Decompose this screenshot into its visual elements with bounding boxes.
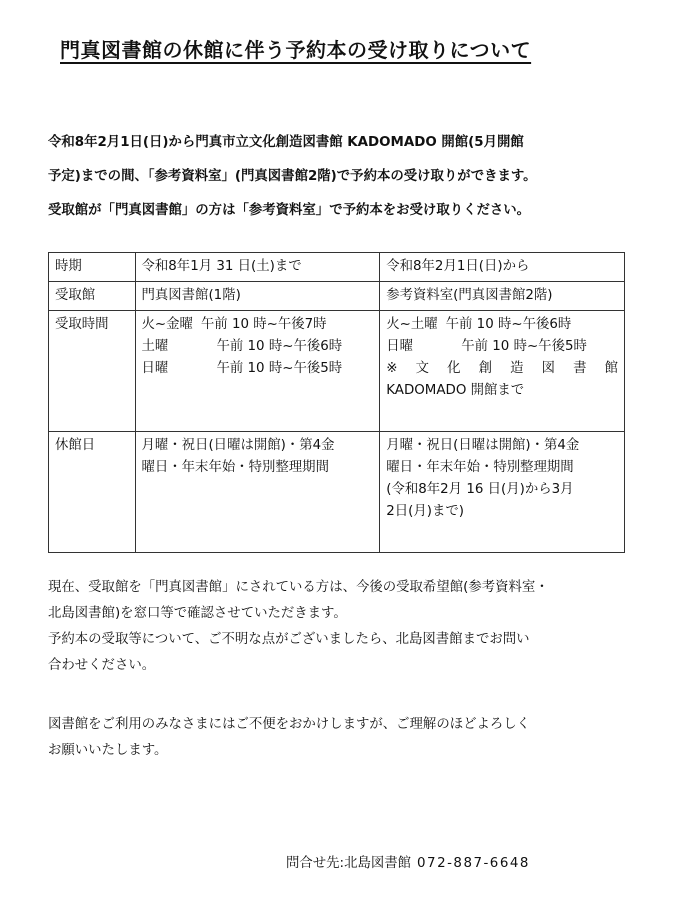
location-before: 門真図書館(1階) (135, 282, 380, 311)
notice-paragraph (48, 575, 648, 679)
hours-line (142, 314, 374, 336)
period-label: 時期 (49, 253, 136, 282)
table-row-period (49, 253, 625, 282)
closed-line: 曜日・年末年始・特別整理期間 (386, 460, 574, 475)
closed-before (135, 432, 380, 553)
table-row-closed (49, 432, 625, 553)
hours-day: 日曜 (141, 361, 169, 376)
closing-paragraph (48, 712, 648, 764)
notice-line: 予約本の受取等について、ご不明な点がございましたら、北島図書館までお問い (48, 632, 530, 647)
intro-line: 予定)までの間、「参考資料室」(門真図書館2階)で予約本の受け取りができます。 (48, 169, 537, 184)
hours-label: 受取時間 (49, 311, 136, 432)
hours-time: 午前 10 時~午後7時 (200, 317, 327, 332)
hours-time: 午前 10 時~午後6時 (445, 317, 572, 332)
contact-phone: 072-887-6648 (417, 856, 530, 871)
closed-line: (令和8年2月 16 日(月)から3月 (386, 482, 574, 497)
hours-line (142, 336, 374, 358)
hours-time: 午前 10 時~午後5時 (461, 339, 587, 354)
location-after: 参考資料室(門真図書館2階) (380, 282, 625, 311)
closed-line: 2日(月)まで) (386, 504, 464, 519)
hours-day: 火~金曜 (141, 317, 193, 332)
location-label: 受取館 (49, 282, 136, 311)
notice-line: 合わせください。 (48, 658, 156, 673)
notice-line: 現在、受取館を「門真図書館」にされている方は、今後の受取希望館(参考資料室・ (48, 580, 549, 595)
hours-note: KADOMADO 開館まで (386, 383, 525, 398)
period-before: 令和8年1月 31 日(土)まで (135, 253, 380, 282)
closed-line: 月曜・祝日(日曜は開館)・第4金 (386, 438, 580, 453)
intro-paragraph (48, 126, 648, 228)
intro-line: 受取館が「門真図書館」の方は「参考資料室」で予約本をお受け取りください。 (48, 203, 531, 218)
hours-day: 土曜 (141, 339, 169, 354)
intro-line: 令和8年2月1日(日)から門真市立文化創造図書館 KADOMADO 開館(5月開館 (48, 135, 524, 150)
hours-time: 午前 10 時~午後6時 (216, 339, 343, 354)
page-title: 門真図書館の休館に伴う予約本の受け取りについて (60, 38, 532, 62)
table-row-hours (49, 311, 625, 432)
hours-note: ※ 文 化 創 造 図 書 館 (386, 361, 618, 376)
hours-time: 午前 10 時~午後5時 (216, 361, 343, 376)
closing-line: 図書館をご利用のみなさまにはご不便をおかけしますが、ご理解のほどよろしく (48, 717, 531, 732)
table-row-location (49, 282, 625, 311)
hours-line (386, 336, 618, 358)
closed-after (380, 432, 625, 553)
period-after: 令和8年2月1日(日)から (380, 253, 625, 282)
hours-line (142, 358, 374, 380)
closed-line: 月曜・祝日(日曜は開館)・第4金 (141, 438, 335, 453)
closed-label: 休館日 (49, 432, 136, 553)
hours-after (380, 311, 625, 432)
hours-before (135, 311, 380, 432)
hours-day: 日曜 (386, 339, 414, 354)
contact-info (286, 852, 530, 871)
hours-day: 火~土曜 (386, 317, 438, 332)
closing-line: お願いいたします。 (48, 743, 168, 758)
hours-line (386, 314, 618, 336)
schedule-table (48, 252, 625, 553)
notice-line: 北島図書館)を窓口等で確認させていただきます。 (48, 606, 347, 621)
contact-label: 問合せ先:北島図書館 (286, 856, 412, 871)
closed-line: 曜日・年末年始・特別整理期間 (141, 460, 329, 475)
